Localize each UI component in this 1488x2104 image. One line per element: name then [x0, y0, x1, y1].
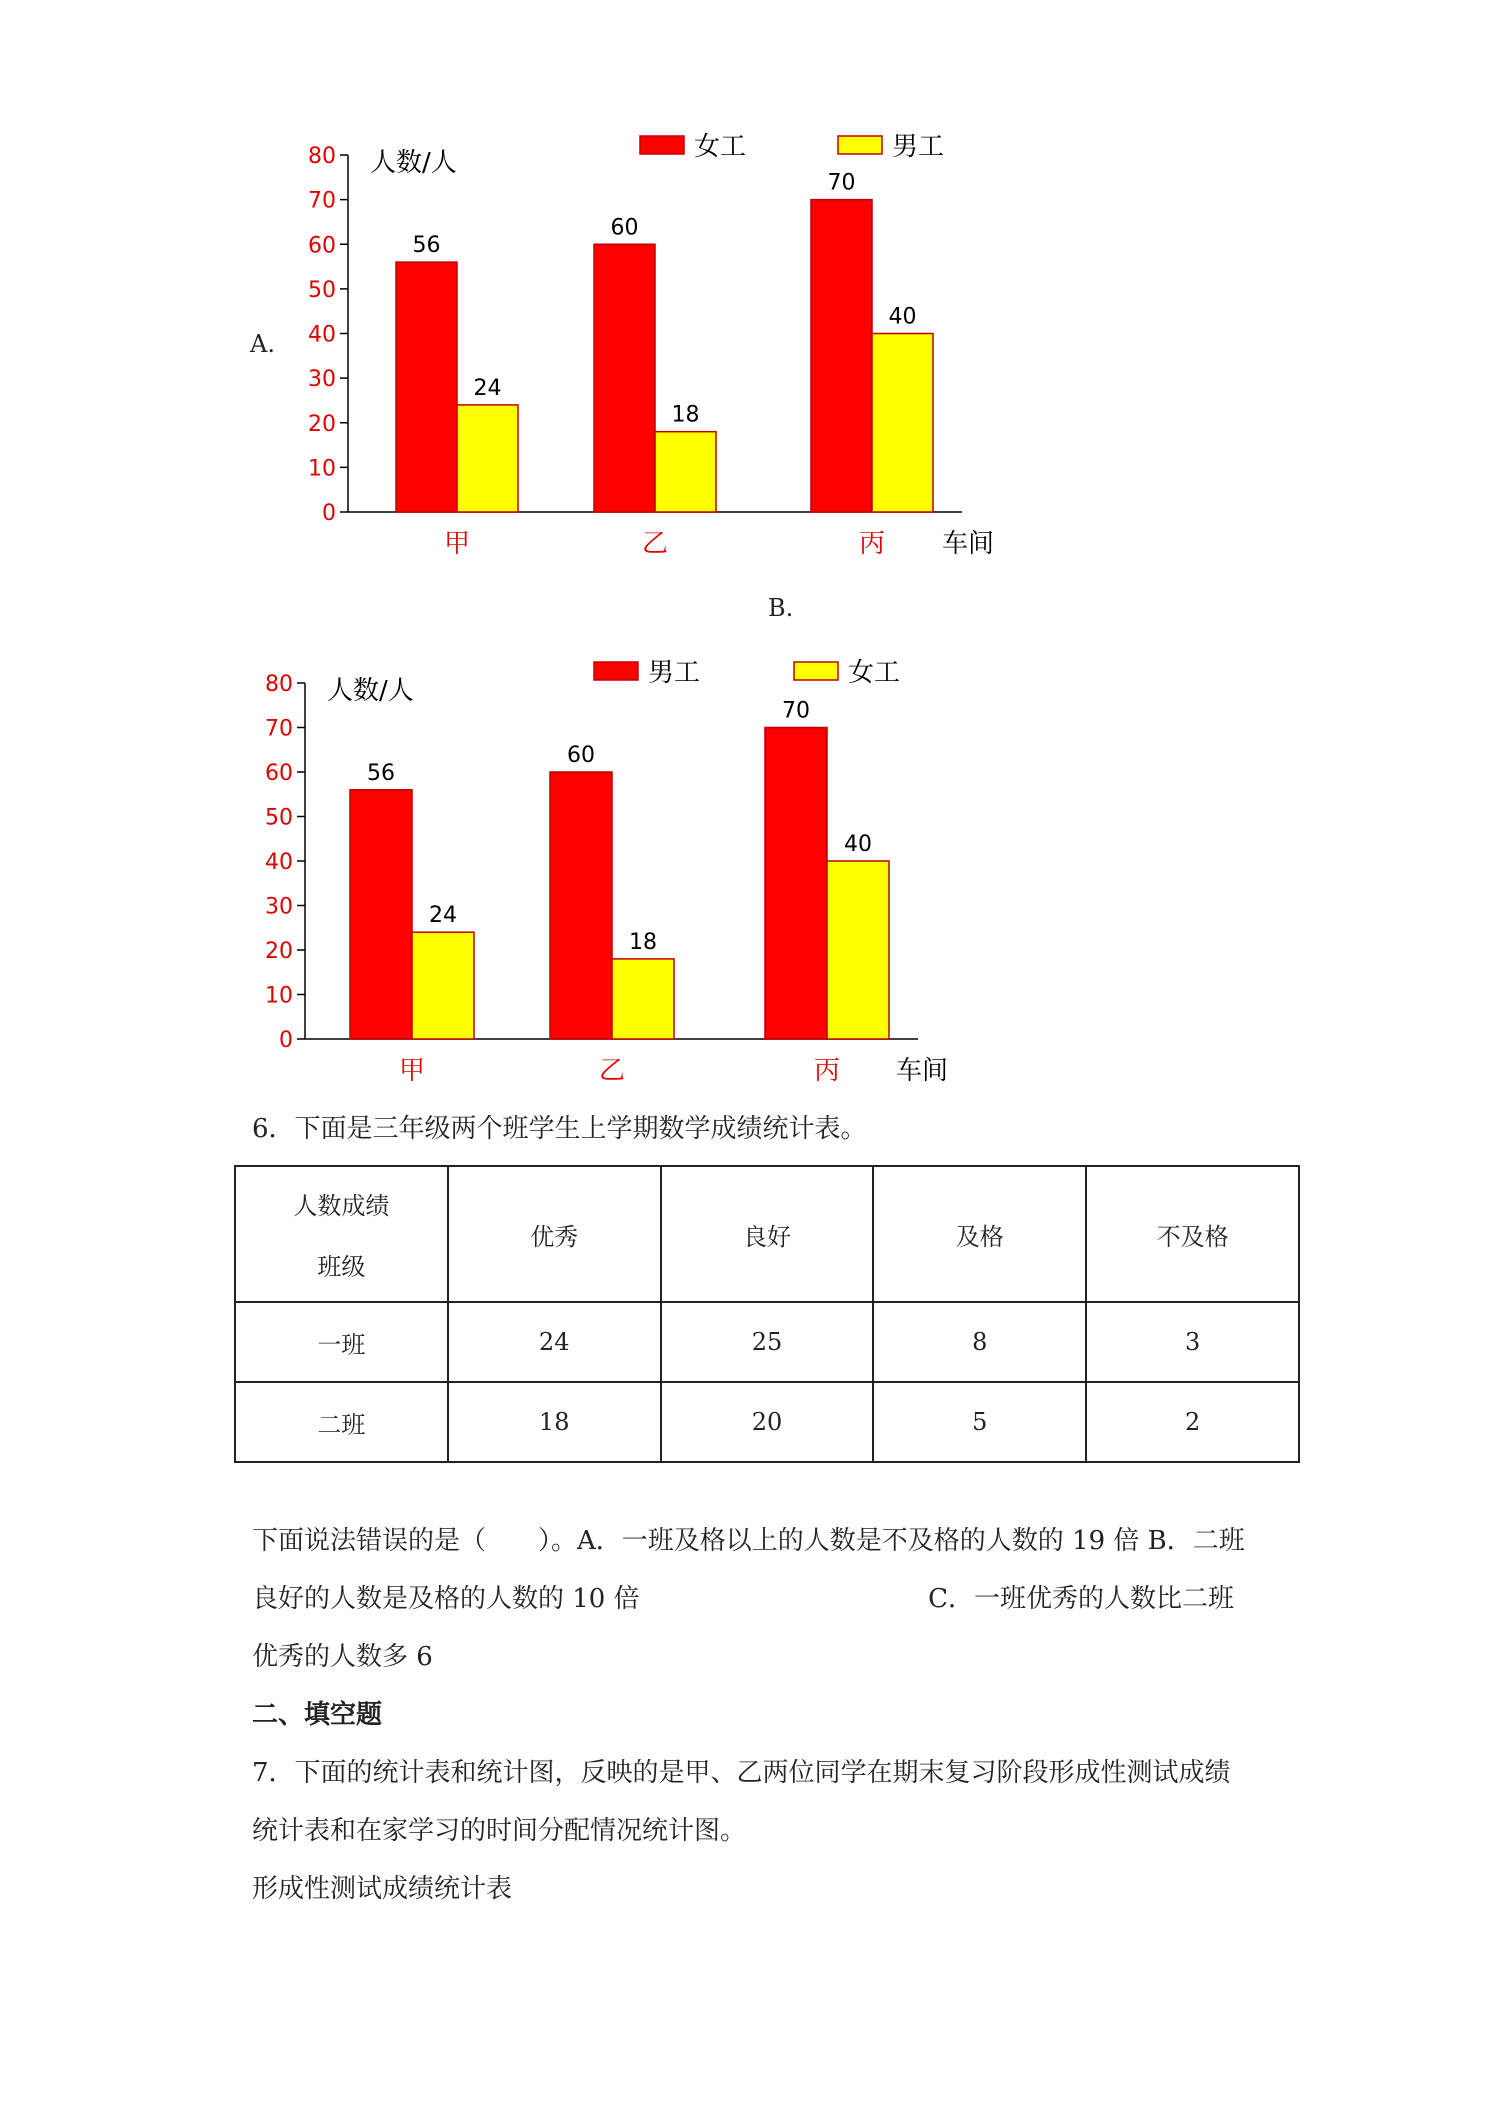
y-tick-label: 70	[308, 188, 336, 214]
y-tick-label: 50	[265, 805, 293, 831]
q6-options-line1: 下面说法错误的是（ ）。A．一班及格以上的人数是不及格的人数的 19 倍 B．二班	[252, 1526, 1245, 1556]
bar	[827, 861, 889, 1039]
bar	[612, 959, 674, 1039]
x-tick-label: 乙	[641, 529, 669, 559]
corner-top-label: 人数成绩	[293, 1192, 390, 1220]
header-cell: 良好	[661, 1166, 874, 1302]
bar	[765, 728, 827, 1040]
y-tick-label: 0	[322, 501, 336, 526]
row-label: 一班	[235, 1302, 448, 1382]
option-b-label: B.	[768, 594, 794, 622]
header-cell: 及格	[873, 1166, 1086, 1302]
x-tick-label: 甲	[443, 529, 471, 559]
table-cell: 2	[1086, 1382, 1299, 1462]
y-tick-label: 30	[308, 367, 336, 393]
data-label: 18	[629, 929, 657, 955]
table-header-row	[235, 1166, 1299, 1302]
x-tick-label: 乙	[598, 1056, 626, 1086]
header-cell: 优秀	[448, 1166, 661, 1302]
table-cell: 20	[661, 1382, 874, 1462]
y-tick-label: 40	[308, 322, 336, 348]
y-tick-label: 60	[265, 761, 293, 786]
data-label: 18	[671, 402, 700, 428]
data-label: 40	[844, 832, 872, 857]
data-label: 40	[888, 304, 917, 330]
data-label: 24	[429, 903, 457, 929]
legend-label: 男工	[648, 658, 701, 688]
legend-label: 男工	[892, 132, 945, 162]
data-label: 60	[567, 743, 595, 768]
header-cell: 不及格	[1086, 1166, 1299, 1302]
x-tick-label: 丙	[858, 529, 886, 559]
data-label: 70	[782, 698, 810, 724]
legend-swatch	[794, 662, 838, 680]
corner-bottom-label: 班级	[317, 1253, 366, 1281]
chart-b	[0, 0, 1100, 1120]
y-axis-title: 人数/人	[327, 676, 414, 706]
y-tick-label: 50	[308, 277, 336, 303]
table-cell: 3	[1086, 1302, 1299, 1382]
data-label: 56	[412, 233, 441, 259]
x-axis-title: 车间	[942, 529, 995, 559]
table-row	[235, 1302, 1299, 1382]
x-tick-label: 丙	[813, 1056, 841, 1086]
table-cell: 24	[448, 1302, 661, 1382]
bar	[412, 932, 474, 1039]
legend-label: 女工	[694, 132, 747, 162]
y-tick-label: 20	[308, 411, 336, 437]
option-a-label: A.	[250, 330, 275, 358]
q6-option-c: C．一班优秀的人数比二班	[928, 1584, 1234, 1614]
y-tick-label: 10	[265, 983, 293, 1009]
x-axis-title: 车间	[896, 1056, 949, 1086]
y-tick-label: 10	[308, 456, 336, 482]
q6-options-line3: 优秀的人数多 6	[252, 1642, 433, 1672]
q7-line2: 统计表和在家学习的时间分配情况统计图。	[252, 1816, 747, 1846]
table-corner-cell	[235, 1166, 448, 1302]
bar	[550, 772, 612, 1039]
data-label: 56	[367, 760, 395, 786]
y-tick-label: 80	[265, 672, 293, 697]
data-label: 70	[827, 170, 856, 196]
y-tick-label: 40	[265, 850, 293, 875]
q6-option-b-rest: 良好的人数是及格的人数的 10 倍	[252, 1584, 640, 1614]
q7-line3: 形成性测试成绩统计表	[252, 1874, 513, 1904]
row-label: 二班	[235, 1382, 448, 1462]
table-cell: 18	[448, 1382, 661, 1462]
table-cell: 5	[873, 1382, 1086, 1462]
y-tick-label: 70	[265, 716, 293, 742]
section-heading: 二、填空题	[252, 1700, 383, 1730]
q7-line1: 7．下面的统计表和统计图，反映的是甲、乙两位同学在期末复习阶段形成性测试成绩	[252, 1758, 1231, 1788]
y-tick-label: 30	[265, 894, 293, 920]
x-tick-label: 甲	[398, 1056, 426, 1086]
y-axis-title: 人数/人	[370, 148, 457, 178]
q6-stem: 6．下面是三年级两个班学生上学期数学成绩统计表。	[252, 1114, 867, 1144]
table-cell: 25	[661, 1302, 874, 1382]
legend-label: 女工	[848, 658, 901, 688]
table-cell: 8	[873, 1302, 1086, 1382]
y-tick-label: 20	[265, 939, 293, 964]
legend-swatch	[594, 662, 638, 680]
y-tick-label: 80	[308, 144, 336, 169]
score-table	[234, 1165, 1300, 1463]
data-label: 24	[473, 375, 502, 401]
data-label: 60	[610, 215, 639, 241]
q6-options-line2	[252, 1570, 1252, 1628]
bar	[350, 790, 412, 1039]
y-tick-label: 0	[279, 1028, 293, 1053]
y-tick-label: 60	[308, 233, 336, 259]
table-row	[235, 1382, 1299, 1462]
